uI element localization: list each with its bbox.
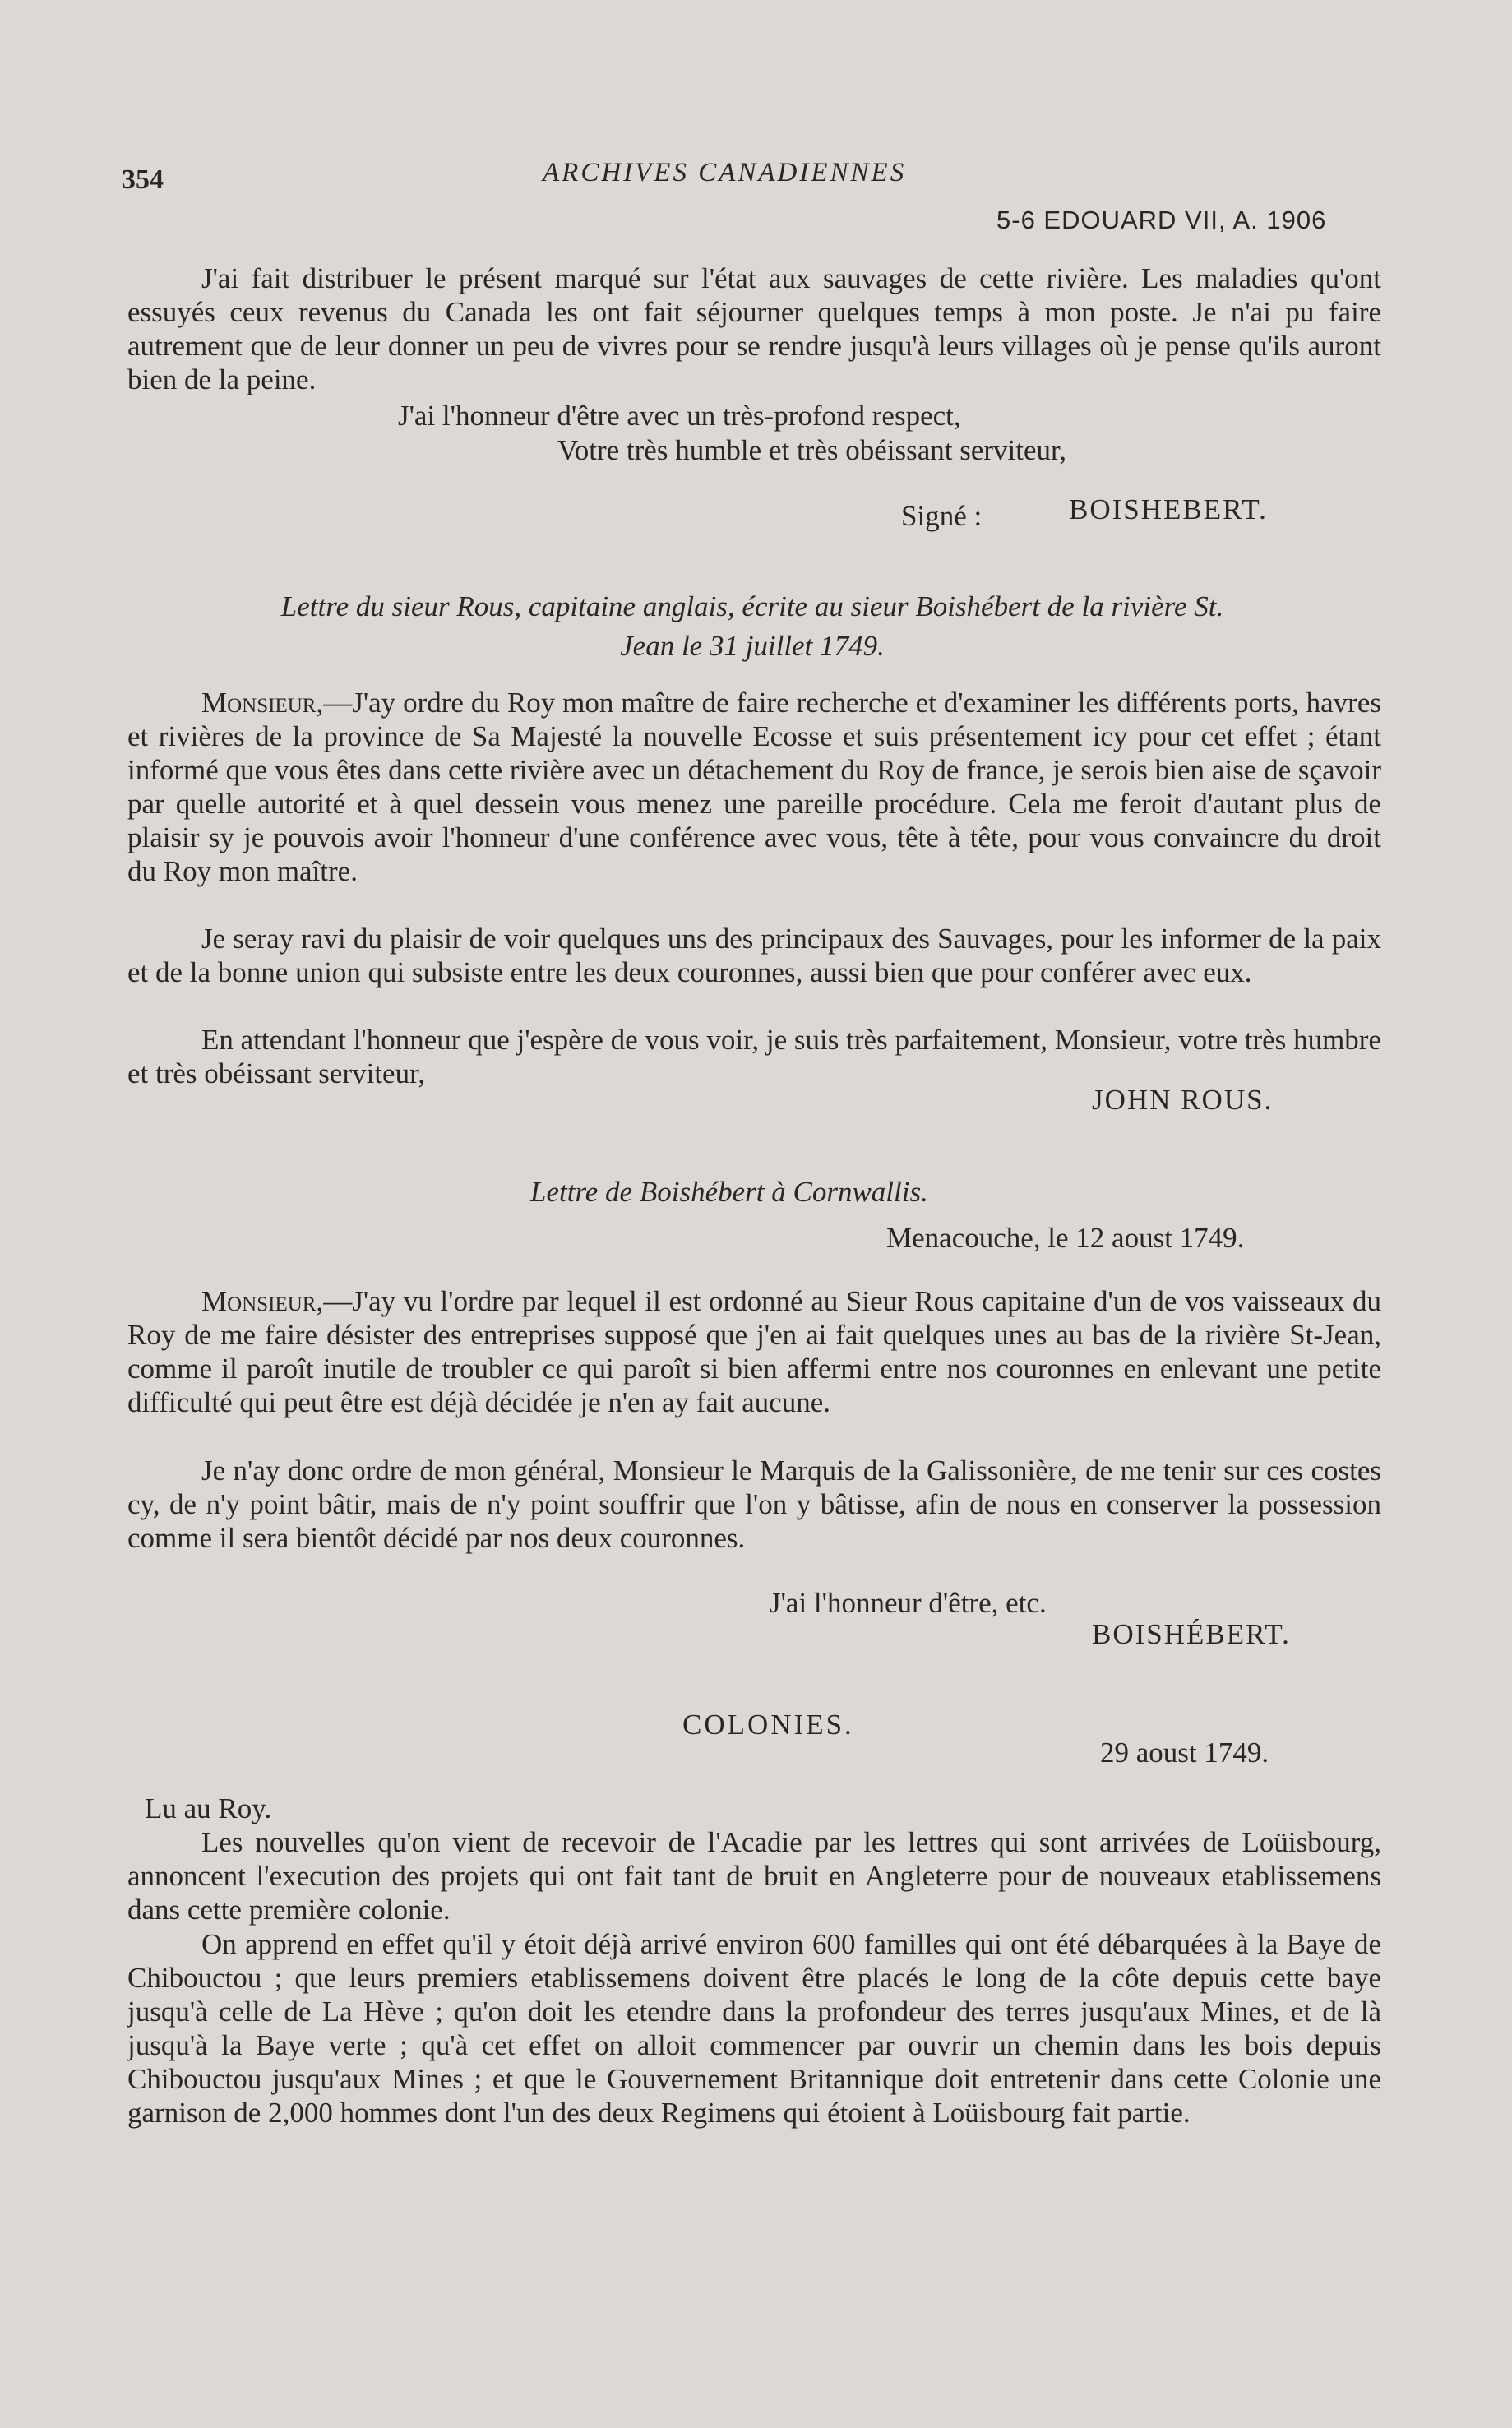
letter3-salutation: Monsieur,	[201, 1285, 324, 1317]
letter2-signature: JOHN ROUS.	[1092, 1084, 1274, 1116]
letter2-para1-text: —J'ay ordre du Roy mon maître de faire recherche et d'examiner les différents ports, havres et rivières de la province de Sa Majesté la nouvelle Ecosse et suis présentement icy pour cet effet ; étant informé que vous êtes dans cette rivière avec un détachement du Roy de france, je serois bien aise de sçavoir par quelle autorité et à quel dessein vous menez une pareille procédure. Cela me feroit d'autant plus de plaisir sy je pouvois avoir l'honneur d'une conférence avec vous, tête à tête, pour vous convaincre du droit du Roy mon maître.	[127, 687, 1381, 887]
letter2-heading-line1: Lettre du sieur Rous, capitaine anglais, écrite au sieur Boishébert de la rivière St.	[280, 590, 1224, 622]
section-note: Lu au Roy.	[145, 1792, 272, 1824]
letter1-closing2: Votre très humble et très obéissant serviteur,	[557, 434, 1067, 466]
page-number: 354	[122, 164, 164, 195]
letter3-signature: BOISHÉBERT.	[1092, 1618, 1291, 1650]
letter1-signed-label: Signé :	[901, 500, 983, 532]
section-date: 29 aoust 1749.	[1100, 1737, 1269, 1769]
letter2-paragraph1	[127, 686, 1381, 888]
section-title: COLONIES.	[682, 1709, 854, 1741]
letter1-closing1: J'ai l'honneur d'être avec un très-profond respect,	[398, 400, 961, 432]
letter1-paragraph: J'ai fait distribuer le présent marqué sur l'état aux sauvages de cette rivière. Les maladies qu'ont essuyés ceux revenus du Canada les ont fait séjourner quelques temps à mon poste. Je n'ai pu faire autrement que de leur donner un peu de vivres pour se rendre jusqu'à leurs villages où je pense qu'ils auront bien de la peine.	[127, 262, 1381, 395]
running-title: ARCHIVES CANADIENNES	[543, 158, 907, 187]
letter3-para1-text: —J'ay vu l'ordre par lequel il est ordonné au Sieur Rous capitaine d'un de vos vaisseaux du Roy de me faire désister des entreprises supposé que j'en ai fait quelques unes au bas de la rivière St-Jean, comme il paroît inutile de troubler ce qui paroît si bien affermi entre nos couronnes en enlevant une petite difficulté qui peut être est déjà décidée je n'en ay fait aucune.	[127, 1285, 1381, 1418]
letter1-signature: BOISHEBERT.	[1069, 493, 1268, 525]
letter3-closing: J'ai l'honneur d'être, etc.	[770, 1587, 1047, 1619]
letter2-heading-line2: Jean le 31 juillet 1749.	[620, 630, 885, 662]
letter3-paragraph2: Je n'ay donc ordre de mon général, Monsieur le Marquis de la Galissonière, de me tenir sur ces costes cy, de n'y point bâtir, mais de n'y point souffrir que l'on y bâtisse, afin de nous en conserver la possession comme il sera bientôt décidé par nos deux couronnes.	[127, 1454, 1381, 1554]
session-header: 5-6 EDOUARD VII, A. 1906	[996, 206, 1327, 234]
letter2-salutation: Monsieur,	[201, 687, 324, 719]
letter3-place-date: Menacouche, le 12 aoust 1749.	[886, 1222, 1245, 1254]
section-paragraph2: On apprend en effet qu'il y étoit déjà arrivé environ 600 familles qui ont été débarquées à la Baye de Chibouctou ; que leurs premiers etablissemens doivent être placés le long de la côte depuis cette baye jusqu'à celle de La Hève ; qu'on doit les etendre dans la profondeur des terres jusqu'aux Mines, et de là jusqu'à la Baye verte ; qu'à cet effet on alloit commencer par ouvrir un chemin dans les bois depuis Chibouctou jusqu'aux Mines ; et que le Gouvernement Britannique doit entretenir dans cette Colonie une garnison de 2,000 hommes dont l'un des deux Regimens qui étoient à Loüisbourg fait partie.	[127, 1928, 1381, 2129]
section-paragraph1: Les nouvelles qu'on vient de recevoir de l'Acadie par les lettres qui sont arrivées de Loüisbourg, annoncent l'execution des projets qui ont fait tant de bruit en Angleterre pour de nouveaux etablissemens dans cette première colonie.	[127, 1826, 1381, 1926]
letter2-paragraph3: En attendant l'honneur que j'espère de vous voir, je suis très parfaitement, Monsieur, votre très humbre et très obéissant serviteur,	[127, 1024, 1381, 1089]
letter3-paragraph1	[127, 1284, 1381, 1419]
letter3-heading: Lettre de Boishébert à Cornwallis.	[530, 1176, 928, 1208]
letter2-paragraph2: Je seray ravi du plaisir de voir quelques uns des principaux des Sauvages, pour les informer de la paix et de la bonne union qui subsiste entre les deux couronnes, aussi bien que pour conférer avec eux.	[127, 923, 1381, 988]
